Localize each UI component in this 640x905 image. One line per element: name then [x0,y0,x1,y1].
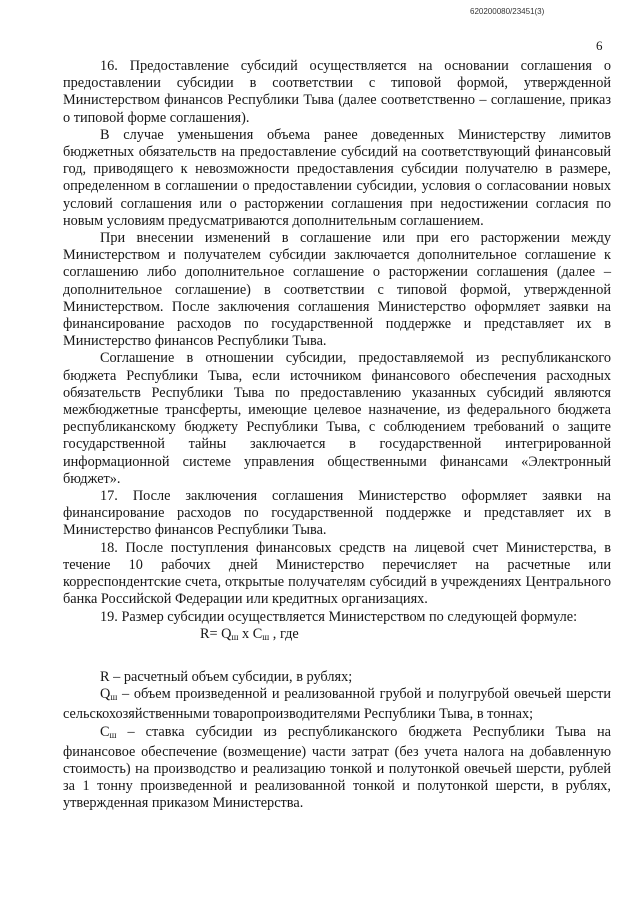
formula-mid: x C [238,625,263,642]
c-subscript: ш [109,729,117,740]
formula-tail: , где [269,625,299,642]
formula-c-subscript: ш [262,631,270,642]
paragraph-19: 19. Размер субсидии осуществляется Министерством по следующей формуле: [100,608,578,625]
paragraph-limits-reduction: В случае уменьшения объема ранее доведенных Министерству лимитов бюджетных обязательств на предоставление субсидий на соответствующий финансовый год, приводящего к невозможности предоставления субсидии получателю в размере, определенном в соглашении о предоставлении субсидии, условия о согласовании новых условий соглашения или о расторжении соглашения при недостижении согласия по новым условиям предусматриваются дополнительным соглашением. [63,126,611,229]
q-subscript: ш [110,692,118,703]
subsidy-formula [63,626,611,646]
paragraph-18: 18. После поступления финансовых средств на лицевой счет Министерства, в течение 10 рабочих дней Министерство перечисляет на расчетные или корреспондентские счета, открытые получателям субсидий в учреждениях Центрального банка Российской Федерации или кредитных организациях. [63,539,611,608]
definition-c [63,724,611,813]
q-symbol: Q [100,686,111,703]
paragraph-agreement-changes: При внесении изменений в соглашение или при его расторжении между Министерством и получателем субсидии заключается дополнительное соглашение к соглашению либо дополнительное соглашение о расторжении соглашения (далее – дополнительное соглашение) в соответствии с типовой формой, утвержденной Министерством. После заключения соглашения Министерство оформляет заявки на финансирование расходов по государственной поддержке и представляет их в Министерство финансов Республики Тыва. [63,230,611,350]
paragraph-17: 17. После заключения соглашения Министерство оформляет заявки на финансирование расходов по государственной поддержке и представляет их в Министерство финансов Республики Тыва. [63,488,611,539]
c-symbol: C [100,723,110,740]
document-body [63,58,611,813]
c-description: – ставка субсидии из республиканского бюджета Республики Тыва на финансовое обеспечение (возмещение) части затрат (без учета налога на добавленную стоимость) на производство и реализацию тонкой и полутонкой овечьей шерсти, рублей за 1 тонну произведенной и реализованной тонкой и полутонкой шерсти, в рублях, утвержденная приказом Министерства. [63,723,611,812]
paragraph-16: 16. Предоставление субсидий осуществляется на основании соглашения о предоставлении субсидии в соответствии с типовой формой, утвержденной Министерством финансов Республики Тыва (далее соответственно – соглашение, приказ о типовой форме соглашения). [63,58,611,126]
definition-q [63,686,611,723]
spacer [63,646,611,669]
paragraph-electronic-budget: Соглашение в отношении субсидии, предоставляемой из республиканского бюджета Республики Тыва, если источником финансового обеспечения расходных обязательств Республики Тыва по предоставлению указанных субсидий являются межбюджетные трансферты, имеющие целевое назначение, из федерального бюджета республиканскому бюджету Республики Тыва, с соблюдением требований о защите государственной тайны заключается в государственной интегрированной информационной системе управления общественными финансами «Электронный бюджет». [63,350,611,487]
q-description: – объем произведенной и реализованной грубой и полугрубой овечьей шерсти сельскохозяйственными товаропроизводителями Республики Тыва, в тоннах; [63,686,611,723]
formula-lhs: R= Q [200,625,232,642]
definition-r: R – расчетный объем субсидии, в рублях; [100,668,353,685]
formula-q-subscript: ш [231,631,239,642]
page-number: 6 [596,38,603,53]
document-code: 620200080/23451(3) [470,7,545,16]
